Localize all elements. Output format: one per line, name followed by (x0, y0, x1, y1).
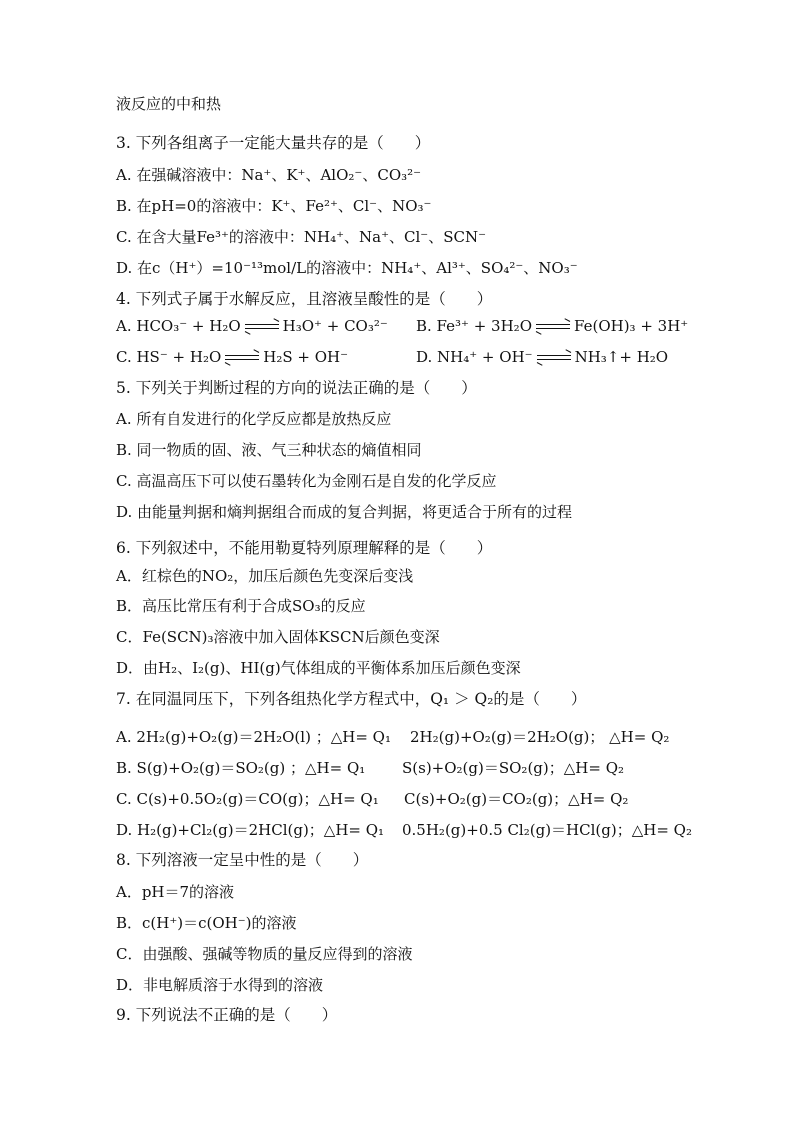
q4-c-left: C. HS⁻ + H₂O (116, 348, 222, 366)
question-6-option-d: D．由H₂、I₂(g)、HI(g)气体组成的平衡体系加压后颜色变深 (116, 659, 521, 677)
question-8-option-a: A．pH＝7的溶液 (116, 883, 235, 901)
question-7-option-d-right: 0.5H₂(g)+0.5 Cl₂(g)＝HCl(g)；△H= Q₂ (402, 821, 692, 839)
question-4-stem: 4. 下列式子属于水解反应，且溶液呈酸性的是（ ） (116, 290, 493, 308)
question-3-option-d: D. 在c（H⁺）=10⁻¹³mol/L的溶液中：NH₄⁺、Al³⁺、SO₄²⁻、NO₃⁻ (116, 259, 578, 277)
question-4-option-b (416, 316, 688, 336)
question-3-option-c: C. 在含大量Fe³⁺的溶液中：NH₄⁺、Na⁺、Cl⁻、SCN⁻ (116, 228, 486, 246)
question-3-stem: 3. 下列各组离子一定能大量共存的是（ ） (116, 134, 431, 152)
question-7-option-c-left: C. C(s)+0.5O₂(g)＝CO(g)；△H= Q₁ (116, 790, 379, 808)
question-7-option-b-right: S(s)+O₂(g)＝SO₂(g)；△H= Q₂ (402, 759, 625, 777)
question-5-option-a: A. 所有自发进行的化学反应都是放热反应 (116, 410, 392, 428)
question-8-option-c: C．由强酸、强碱等物质的量反应得到的溶液 (116, 945, 413, 963)
equilibrium-arrow-icon (536, 323, 570, 331)
continued-text: 液反应的中和热 (116, 95, 222, 113)
question-7-option-d-left: D. H₂(g)+Cl₂(g)＝2HCl(g)；△H= Q₁ (116, 821, 385, 839)
q4-a-right: H₃O⁺ + CO₃²⁻ (282, 317, 388, 335)
equilibrium-arrow-icon (537, 354, 571, 362)
question-5-option-c: C. 高温高压下可以使石墨转化为金刚石是自发的化学反应 (116, 472, 497, 490)
question-4-option-d (416, 347, 668, 367)
equilibrium-arrow-icon (245, 323, 279, 331)
question-7-stem: 7. 在同温同压下，下列各组热化学方程式中，Q₁ ＞ Q₂的是（ ） (116, 690, 587, 708)
question-5-option-d: D. 由能量判据和熵判据组合而成的复合判据，将更适合于所有的过程 (116, 503, 573, 521)
q4-b-right: Fe(OH)₃ + 3H⁺ (574, 317, 689, 335)
question-3-option-a: A. 在强碱溶液中：Na⁺、K⁺、AlO₂⁻、CO₃²⁻ (116, 166, 422, 184)
question-6-option-b: B．高压比常压有利于合成SO₃的反应 (116, 597, 366, 615)
q4-a-left: A. HCO₃⁻ + H₂O (116, 317, 241, 335)
question-6-option-c: C．Fe(SCN)₃溶液中加入固体KSCN后颜色变深 (116, 628, 440, 646)
q4-c-right: H₂S + OH⁻ (263, 348, 349, 366)
question-7-option-c-right: C(s)+O₂(g)＝CO₂(g)；△H= Q₂ (404, 790, 629, 808)
q4-d-left: D. NH₄⁺ + OH⁻ (416, 348, 533, 366)
question-6-stem: 6. 下列叙述中，不能用勒夏特列原理解释的是（ ） (116, 539, 493, 557)
q4-d-right: NH₃↑+ H₂O (574, 348, 669, 366)
equilibrium-arrow-icon (225, 354, 259, 362)
question-9-stem: 9. 下列说法不正确的是（ ） (116, 1006, 338, 1024)
question-7-option-a-right: 2H₂(g)+O₂(g)＝2H₂O(g)； △H= Q₂ (410, 728, 670, 746)
question-8-option-d: D．非电解质溶于水得到的溶液 (116, 976, 324, 994)
question-7-option-a-left: A. 2H₂(g)+O₂(g)＝2H₂O(l) ；△H= Q₁ (116, 728, 391, 746)
question-4-option-c (116, 347, 348, 367)
question-8-stem: 8. 下列溶液一定呈中性的是（ ） (116, 851, 369, 869)
question-6-option-a: A．红棕色的NO₂，加压后颜色先变深后变浅 (116, 567, 414, 585)
question-5-option-b: B. 同一物质的固、液、气三种状态的熵值相同 (116, 441, 422, 459)
question-3-option-b: B. 在pH=0的溶液中：K⁺、Fe²⁺、Cl⁻、NO₃⁻ (116, 197, 432, 215)
q4-b-left: B. Fe³⁺ + 3H₂O (416, 317, 532, 335)
question-7-option-b-left: B. S(g)+O₂(g)＝SO₂(g) ；△H= Q₁ (116, 759, 366, 777)
question-8-option-b: B．c(H⁺)＝c(OH⁻)的溶液 (116, 914, 297, 932)
question-5-stem: 5. 下列关于判断过程的方向的说法正确的是（ ） (116, 379, 477, 397)
question-4-option-a (116, 316, 388, 336)
